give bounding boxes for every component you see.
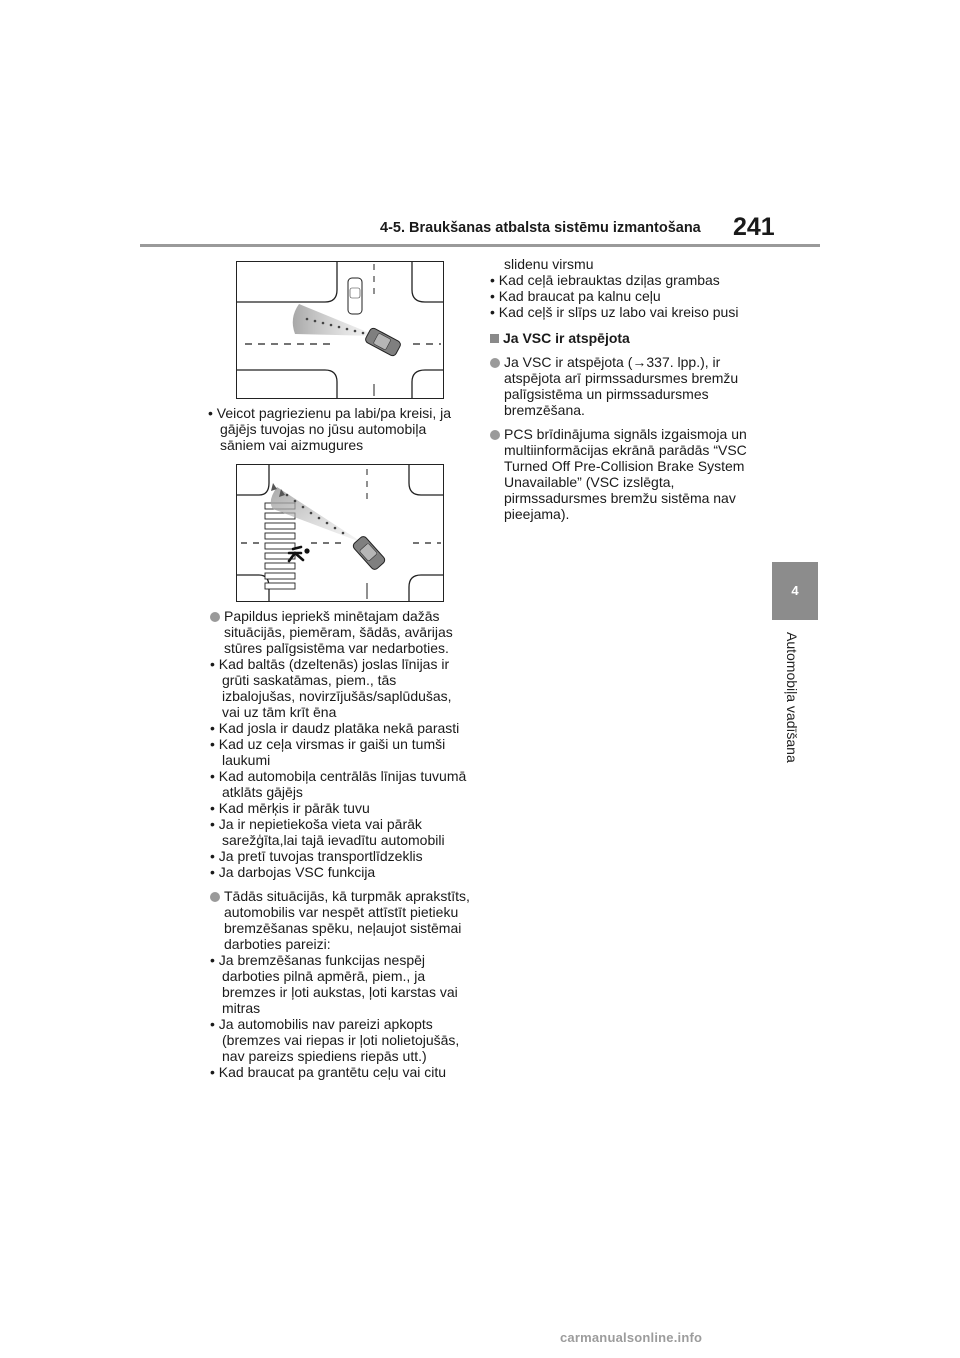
list-item: • Ja bremzēšanas funkcijas nespēj darboties pilnā apmērā, piem., ja bremzes ir ļoti aukstas, ļoti karstas vai mitras <box>210 952 458 1016</box>
list-item: • Kad automobiļa centrālās līnijas tuvumā atklāts gājējs <box>210 768 467 800</box>
intersection-turn-illustration <box>236 261 444 399</box>
chapter-label: Automobiļa vadīšana <box>784 632 800 763</box>
list-item: • Ja pretī tuvojas transportlīdzeklis <box>210 848 423 864</box>
info-paragraph: Tādās situācijās, kā turpmāk aprakstīts, automobilis var nespēt attīstīt pietieku bremzēšanas spēku, neļaujot sistēmai darboties pareizi: <box>210 888 472 952</box>
chapter-tab[interactable]: 4 <box>772 562 818 620</box>
bullet-circle-icon <box>210 612 220 622</box>
section-title: 4-5. Braukšanas atbalsta sistēmu izmantošana <box>380 220 701 236</box>
list-item: • Kad baltās (dzeltenās) joslas līnijas ir grūti saskatāmas, piem., tās izbalojušas, novirzījušās/saplūdušas, vai uz tām krīt ēna <box>210 656 452 720</box>
crosswalk-pedestrian-illustration <box>236 464 444 602</box>
list-item: • Ja automobilis nav pareizi apkopts (bremzes vai riepas ir ļoti nolietojušās, nav pareizs spiediens riepās utt.) <box>210 1016 460 1064</box>
list-item: • Ja darbojas VSC funkcija <box>210 864 376 880</box>
list-item: • Kad mērķis ir pārāk tuvu <box>210 800 370 816</box>
bullet-circle-icon <box>490 430 500 440</box>
info-paragraph: PCS brīdinājuma signāls izgaismoja un multiinformācijas ekrānā parādās “VSC Turned Off Pre-Collision Brake System Unavailable” (VSC izslēgta, pirmssadursmes bremžu sistēma nav pieejama). <box>490 426 762 522</box>
info-paragraph: Papildus iepriekš minētajam dažās situācijās, piemēram, šādās, avārijas stūres palīgsistēma var nedarboties. <box>210 608 472 656</box>
list-item: • Kad braucat pa kalnu ceļu <box>490 288 661 304</box>
left-column <box>210 608 472 1080</box>
list-item: • Kad braucat pa grantētu ceļu vai citu <box>210 1064 447 1080</box>
continued-text: slidenu virsmu <box>504 256 594 272</box>
bullet-circle-icon <box>210 892 220 902</box>
info-paragraph: Ja VSC ir atspējota (→337. lpp.), ir atspējota arī pirmssadursmes bremžu palīgsistēma un pirmssadursmes bremzēšana. <box>490 354 762 418</box>
subheading: Ja VSC ir atspējota <box>490 330 762 346</box>
list-item: • Kad uz ceļa virsmas ir gaiši un tumši laukumi <box>210 736 446 768</box>
square-bullet-icon <box>490 334 499 343</box>
page-number: 241 <box>733 213 775 241</box>
watermark-link[interactable]: carmanualsonline.info <box>560 1330 703 1345</box>
list-item: • Kad ceļš ir slīps uz labo vai kreiso pusi <box>490 304 739 320</box>
list-item: • Kad josla ir daudz platāka nekā parasti <box>210 720 460 736</box>
bullet-circle-icon <box>490 358 500 368</box>
right-column <box>490 256 762 522</box>
caption-text: • Veicot pagriezienu pa labi/pa kreisi, ja gājējs tuvojas no jūsu automobiļa sāniem vai aizmugures <box>208 405 452 453</box>
header-rule <box>140 244 820 247</box>
list-item: • Ja ir nepietiekoša vieta vai pārāk sarežģīta,lai tajā ievadītu automobili <box>210 816 445 848</box>
left-caption <box>208 405 470 453</box>
list-item: • Kad ceļā iebrauktas dziļas grambas <box>490 272 720 288</box>
